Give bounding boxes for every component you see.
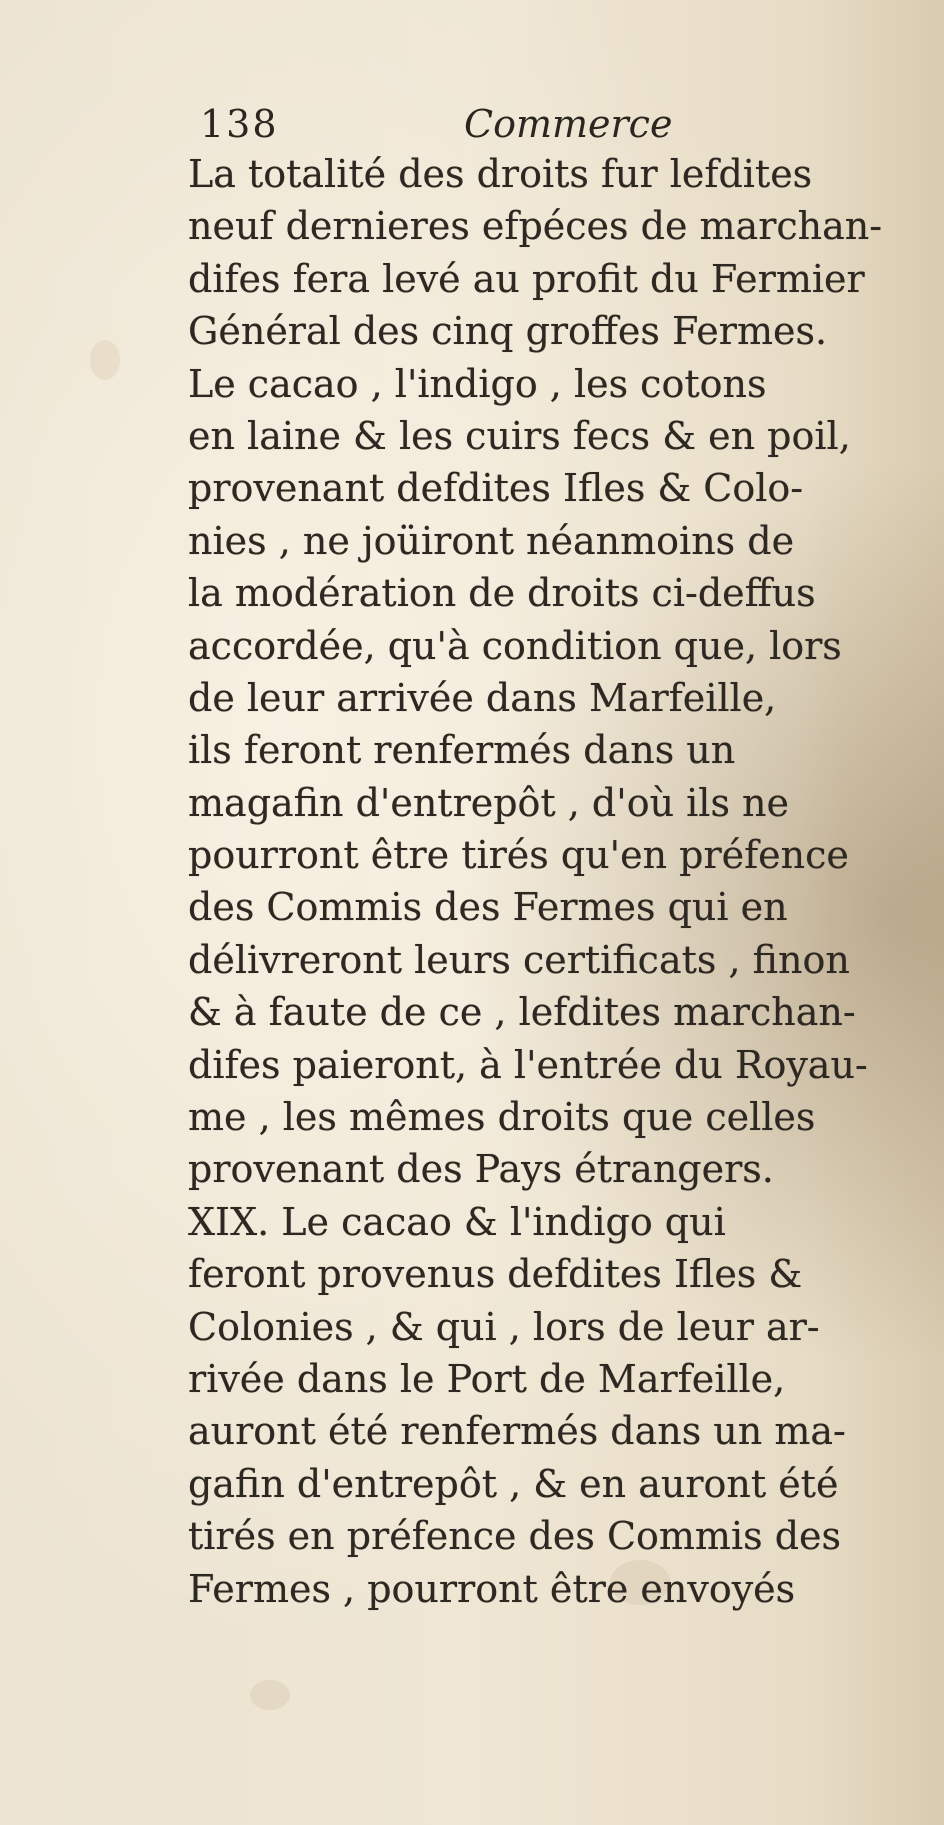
text-line: Général des cinq groffes Fermes. bbox=[188, 309, 828, 354]
page-header bbox=[200, 102, 900, 150]
text-line: ils feront renfermés dans un bbox=[188, 728, 736, 773]
text-line: pourront être tirés qu'en préfence bbox=[188, 833, 849, 878]
text-line: Le cacao , l'indigo , les cotons bbox=[188, 361, 767, 406]
text-line: difes paieront, à l'entrée du Royau- bbox=[188, 1042, 868, 1087]
text-line: Fermes , pourront être envoyés bbox=[188, 1566, 796, 1611]
text-line: magafin d'entrepôt , d'où ils ne bbox=[188, 780, 789, 825]
text-line: délivreront leurs certificats , finon bbox=[188, 937, 850, 982]
running-head: Commerce bbox=[464, 102, 673, 146]
text-line: des Commis des Fermes qui en bbox=[188, 885, 788, 930]
text-line: me , les mêmes droits que celles bbox=[188, 1095, 816, 1140]
page-number: 138 bbox=[200, 102, 279, 146]
text-line: feront provenus defdites Ifles & bbox=[188, 1252, 803, 1297]
text-line: provenant defdites Ifles & Colo- bbox=[188, 466, 804, 511]
body-text bbox=[188, 148, 918, 1615]
text-line: Colonies , & qui , lors de leur ar- bbox=[188, 1304, 820, 1349]
text-line: nies , ne joüiront néanmoins de bbox=[188, 518, 795, 563]
text-line: de leur arrivée dans Marfeille, bbox=[188, 675, 777, 720]
text-line: difes fera levé au profit du Fermier bbox=[188, 256, 865, 301]
text-line: tirés en préfence des Commis des bbox=[188, 1514, 842, 1559]
text-line: la modération de droits ci-deffus bbox=[188, 571, 816, 616]
text-line: XIX. Le cacao & l'indigo qui bbox=[188, 1199, 726, 1244]
text-line: en laine & les cuirs fecs & en poil, bbox=[188, 413, 851, 458]
text-line: gafin d'entrepôt , & en auront été bbox=[188, 1461, 839, 1506]
text-line: La totalité des droits fur lefdites bbox=[188, 152, 813, 196]
text-line: auront été renfermés dans un ma- bbox=[188, 1409, 846, 1454]
paper-stain bbox=[90, 340, 120, 380]
text-line: provenant des Pays étrangers. bbox=[188, 1147, 774, 1192]
paper-stain bbox=[250, 1680, 290, 1710]
text-line: & à faute de ce , lefdites marchan- bbox=[188, 990, 856, 1035]
text-line: neuf dernieres efpéces de marchan- bbox=[188, 204, 883, 249]
text-line: accordée, qu'à condition que, lors bbox=[188, 623, 842, 668]
text-line: rivée dans le Port de Marfeille, bbox=[188, 1356, 786, 1401]
